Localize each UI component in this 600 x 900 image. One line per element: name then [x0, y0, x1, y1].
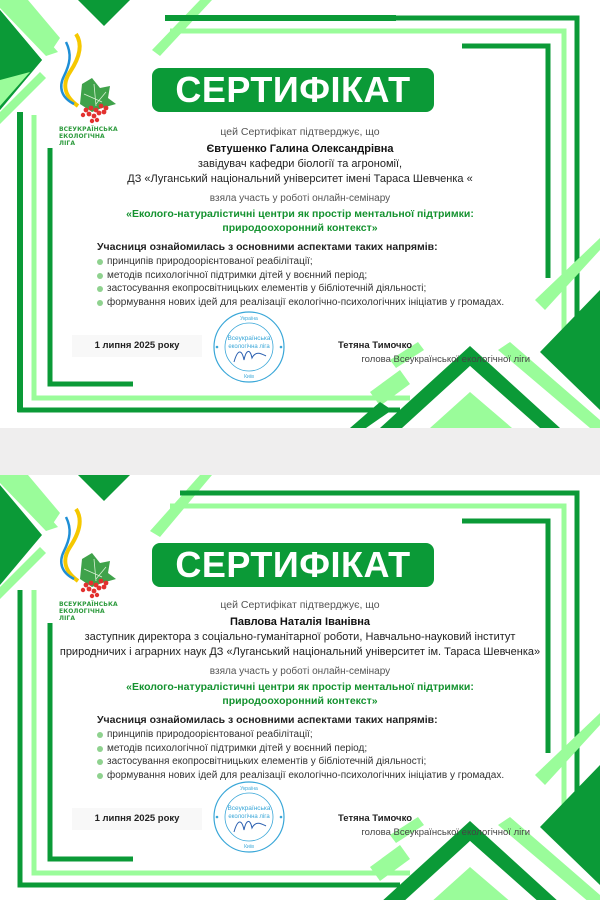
bullet-icon [97, 286, 103, 292]
seminar-title-line-2: природоохоронний контекст» [222, 695, 378, 707]
signer-block [337, 813, 530, 838]
confirm-text: цей Сертифікат підтверджує, що [220, 126, 380, 138]
signer-name: Тетяна Тимочко [337, 340, 412, 351]
aspects-section [97, 241, 504, 309]
issue-date: 1 липня 2025 року [72, 808, 202, 830]
certificate-title: СЕРТИФІКАТ [152, 543, 434, 587]
logo-line: ЕКОЛОГІЧНА [59, 133, 105, 140]
aspect-item [97, 269, 504, 283]
stamp-middle-2: екологічна ліга [228, 344, 270, 350]
aspect-item [97, 296, 504, 310]
aspects-heading: Учасниця ознайомилась з основними аспектами таких напрямів: [97, 241, 438, 253]
aspect-text: принципів природоорієнтованої реабілітації; [107, 729, 313, 740]
viburnum-leaf-berries-logo-icon [52, 32, 122, 127]
stamp-top: Україна [240, 316, 258, 322]
aspects-list [97, 255, 504, 309]
aspect-text: принципів природоорієнтованої реабілітації; [107, 256, 313, 267]
recipient-name: Павлова Наталія Іванівна [229, 616, 371, 628]
logo-line: ЕКОЛОГІЧНА [59, 608, 105, 615]
bullet-icon [97, 732, 103, 738]
logo-line: ЛІГА [59, 140, 76, 147]
recipient-position: завідувач кафедри біології та агрономії, [197, 158, 403, 170]
aspect-text: методів психологічної підтримки дітей у воєнний період; [107, 742, 368, 754]
viburnum-leaf-berries-logo-icon [52, 507, 122, 602]
recipient-name: Євтушенко Галина Олександрівна [206, 143, 394, 155]
certificate-title: СЕРТИФІКАТ [152, 68, 434, 112]
issue-date: 1 липня 2025 року [72, 335, 202, 357]
recipient-position: заступник директора з соціально-гуманітарної роботи, Навчально-науковий інститут [84, 631, 516, 643]
participation-text: взяла участь у роботі онлайн-семінару [209, 193, 391, 204]
seminar-title-line-1: «Еколого-натуралістичні центри як простір ментальної підтримки: [126, 681, 474, 693]
signer-name: Тетяна Тимочко [337, 813, 412, 824]
seminar-title-line-2: природоохоронний контекст» [222, 222, 378, 234]
aspect-text: застосування екопросвітницьких елементів у бібліотечній діяльності; [107, 756, 427, 767]
aspect-item [97, 282, 504, 296]
logo-line: ЛІГА [59, 615, 76, 622]
aspects-list [97, 728, 504, 782]
bullet-icon [97, 300, 103, 306]
stamp-middle-1: Всеукраїнська [227, 805, 271, 812]
bullet-icon [97, 746, 103, 752]
signer-role: голова Всеукраїнської екологічної ліги [361, 354, 530, 365]
stamp-middle-1: Всеукраїнська [227, 335, 271, 342]
stamp-bottom: Київ [244, 844, 254, 850]
logo-line: ВСЕУКРАЇНСЬКА [59, 126, 118, 133]
signer-block [337, 340, 530, 365]
seminar-title-line-1: «Еколого-натуралістичні центри як простір ментальної підтримки: [126, 208, 474, 220]
aspects-heading: Учасниця ознайомилась з основними аспектами таких напрямів: [97, 714, 438, 726]
recipient-institution: природничих і аграрних наук ДЗ «Луганський національний університет ім. Тараса Шевченка» [59, 646, 541, 658]
certificate-1 [0, 0, 600, 428]
bullet-icon [97, 273, 103, 279]
aspect-item [97, 255, 504, 269]
certificate-2 [0, 475, 600, 900]
aspect-item [97, 742, 504, 756]
stamp-middle-2: екологічна ліга [228, 814, 270, 820]
official-stamp-icon [212, 780, 286, 854]
aspect-text: формування нових ідей для реалізації екологічно-психологічних ініціатив у громадах. [107, 769, 505, 781]
aspect-text: застосування екопросвітницьких елементів у бібліотечній діяльності; [107, 283, 427, 294]
stamp-top: Україна [240, 786, 258, 792]
aspect-item [97, 728, 504, 742]
signature [234, 351, 266, 362]
bullet-icon [97, 259, 103, 265]
bullet-icon [97, 773, 103, 779]
bullet-icon [97, 759, 103, 765]
signer-role: голова Всеукраїнської екологічної ліги [361, 827, 530, 838]
recipient-institution: ДЗ «Луганський національний університет імені Тараса Шевченка « [127, 173, 473, 185]
aspect-text: формування нових ідей для реалізації екологічно-психологічних ініціатив у громадах. [107, 296, 505, 308]
aspects-section [97, 714, 504, 782]
stamp-bottom: Київ [244, 374, 254, 380]
aspect-item [97, 769, 504, 783]
logo-line: ВСЕУКРАЇНСЬКА [59, 601, 118, 608]
aspect-item [97, 755, 504, 769]
signature [234, 821, 266, 832]
aspect-text: методів психологічної підтримки дітей у воєнний період; [107, 269, 368, 281]
participation-text: взяла участь у роботі онлайн-семінару [209, 666, 391, 677]
official-stamp-icon [212, 310, 286, 384]
confirm-text: цей Сертифікат підтверджує, що [220, 599, 380, 611]
